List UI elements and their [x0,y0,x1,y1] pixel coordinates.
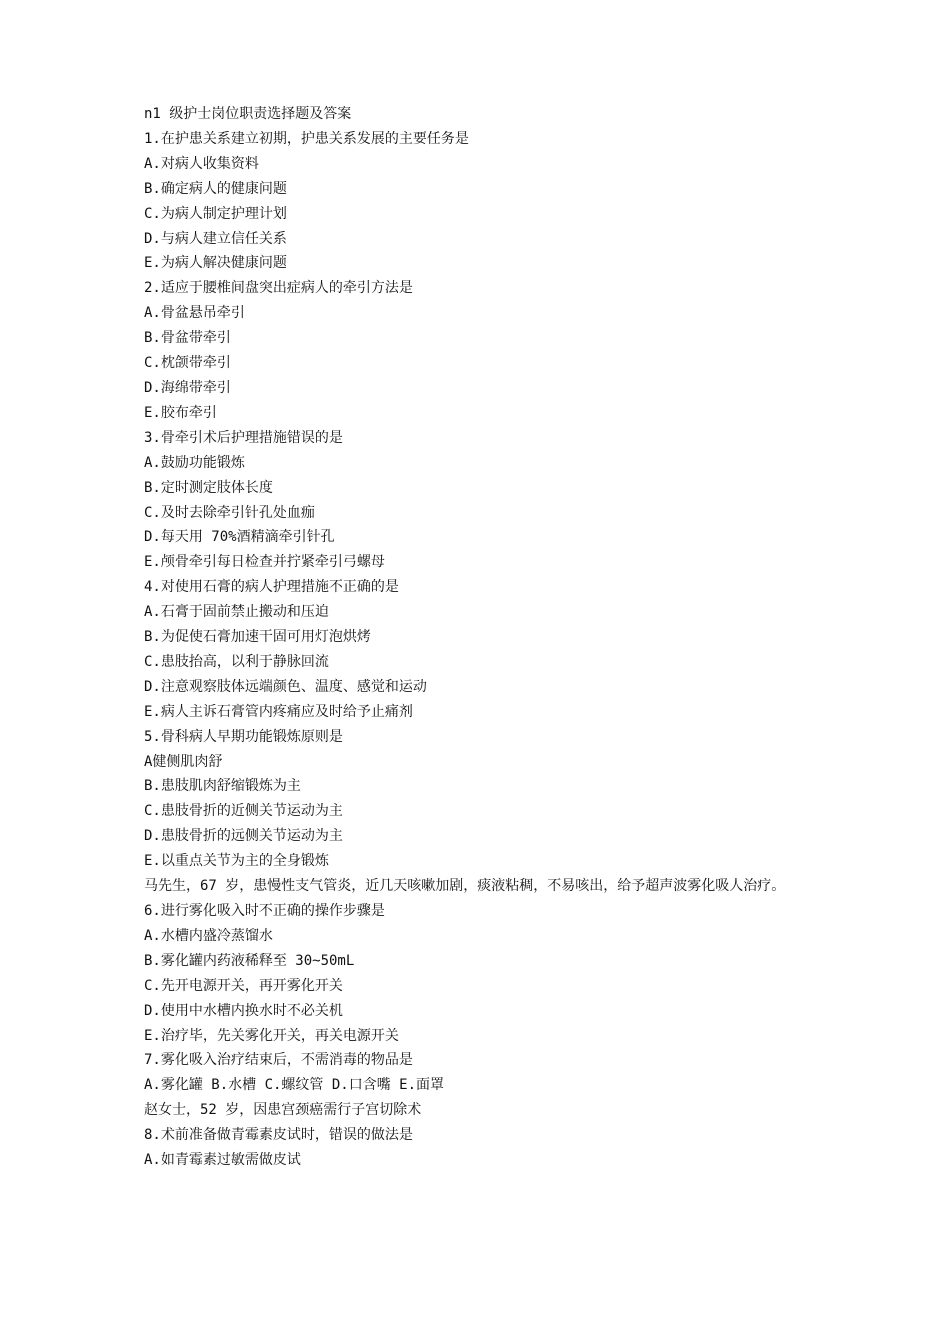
option-line: D.每天用 70%酒精滴牵引针孔 [144,529,335,546]
option-line: B.患肢肌肉舒缩锻炼为主 [144,778,301,795]
question-5: 5.骨科病人早期功能锻炼原则是 [144,728,343,745]
option-line: C.先开电源开关，再开雾化开关 [144,977,343,994]
case-description: 赵女士，52 岁，因患宫颈癌需行子宫切除术 [144,1102,422,1119]
question-8: 8.术前准备做青霉素皮试时，错误的做法是 [144,1127,413,1144]
option-line: A.对病人收集资料 [144,155,259,172]
question-1: 1.在护患关系建立初期，护患关系发展的主要任务是 [144,130,469,147]
option-line: E.治疗毕，先关雾化开关，再关电源开关 [144,1027,399,1044]
question-3: 3.骨牵引术后护理措施错误的是 [144,429,343,446]
option-line: B.骨盆带牵引 [144,330,231,347]
question-2: 2.适应于腰椎间盘突出症病人的牵引方法是 [144,280,413,297]
option-line: C.枕颌带牵引 [144,355,231,372]
option-line: A.如青霉素过敏需做皮试 [144,1152,301,1169]
option-line: D.注意观察肢体远端颜色、温度、感觉和运动 [144,678,427,695]
option-line: B.确定病人的健康问题 [144,180,287,197]
option-line: B.雾化罐内药液稀释至 30~50mL [144,952,355,969]
option-line: D.使用中水槽内换水时不必关机 [144,1002,343,1019]
option-line: C.为病人制定护理计划 [144,205,287,222]
question-7: 7.雾化吸入治疗结束后，不需消毒的物品是 [144,1052,413,1069]
question-4: 4.对使用石膏的病人护理措施不正确的是 [144,579,399,596]
option-line: E.以重点关节为主的全身锻炼 [144,853,329,870]
option-line: D.海绵带牵引 [144,379,231,396]
option-line: A健侧肌肉舒 [144,753,223,770]
option-line: D.患肢骨折的远侧关节运动为主 [144,828,343,845]
case-description: 马先生，67 岁，患慢性支气管炎，近几天咳嗽加剧，痰液粘稠，不易咳出，给予超声波雾化吸人治疗。 [144,878,786,895]
question-6: 6.进行雾化吸入时不正确的操作步骤是 [144,903,385,919]
option-line: A.水槽内盛冷蒸馏水 [144,927,273,944]
option-line: C.及时去除牵引针孔处血痂 [144,504,315,521]
document-title: n1 级护士岗位职责选择题及答案 [144,106,352,122]
option-line: E.颅骨牵引每日检查并拧紧牵引弓螺母 [144,554,385,571]
option-line: C.患肢抬高，以利于静脉回流 [144,653,329,670]
option-line: C.患肢骨折的近侧关节运动为主 [144,803,343,820]
option-line: B.定时测定肢体长度 [144,479,273,496]
option-line: B.为促使石膏加速干固可用灯泡烘烤 [144,629,371,646]
option-line: A.骨盆悬吊牵引 [144,305,245,322]
option-line: A.雾化罐 B.水槽 C.螺纹管 D.口含嘴 E.面罩 [144,1077,445,1094]
option-line: E.病人主诉石膏管内疼痛应及时给予止痛剂 [144,703,413,720]
option-line: D.与病人建立信任关系 [144,230,287,247]
option-line: A.石膏于固前禁止搬动和压迫 [144,604,329,621]
option-line: E.为病人解决健康问题 [144,255,287,272]
option-line: A.鼓励功能锻炼 [144,454,245,471]
document-body [144,102,814,1173]
option-line: E.胶布牵引 [144,404,217,421]
